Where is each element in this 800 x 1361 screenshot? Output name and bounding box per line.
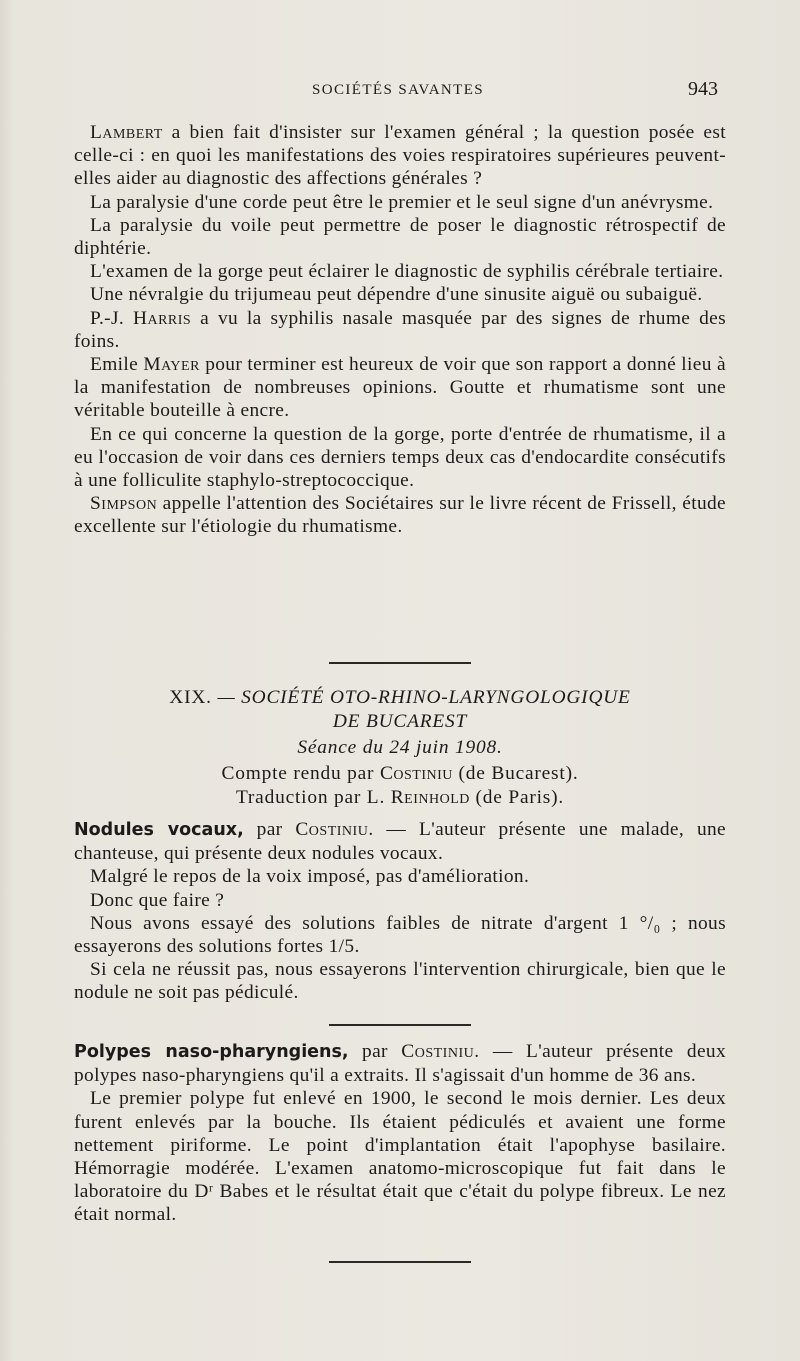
article-divider xyxy=(329,1024,471,1026)
paragraph: Donc que faire ? xyxy=(90,889,225,911)
paragraph: Emile Mayer pour terminer est heureux de voir que son rapport a donné lieu à la manifestation de nombreuses opinions. Goutte et rhumatisme sont une véritable bouteille à encre. xyxy=(74,354,727,422)
article-title: Polypes naso-pharyngiens, xyxy=(74,1042,349,1062)
section-title: XIX. — SOCIÉTÉ OTO-RHINO-LARYNGOLOGIQUE xyxy=(169,687,631,708)
running-head: SOCIÉTÉS SAVANTES xyxy=(312,82,485,98)
paragraph: P.-J. Harris a vu la syphilis nasale masquée par des signes de rhume des foins. xyxy=(74,307,726,352)
report-credit: Compte rendu par Costiniu (de Bucarest). xyxy=(221,763,579,784)
session-date: Séance du 24 juin 1908. xyxy=(297,737,503,758)
article-polypes xyxy=(74,1040,726,1227)
paragraph: Simpson appelle l'attention des Sociétaires sur le livre récent de Frissell, étude excellente sur l'étiologie du rhumatisme. xyxy=(74,493,726,538)
paragraph: Malgré le repos de la voix imposé, pas d'amélioration. xyxy=(90,866,530,888)
paragraph: Si cela ne réussit pas, nous essayerons l'intervention chirurgicale, bien que le nodule ne soit pas pédiculé. xyxy=(74,959,726,1004)
author-name: Costiniu xyxy=(295,819,369,840)
page-header xyxy=(0,78,800,104)
speaker-name: Mayer xyxy=(143,354,200,376)
paragraph: En ce qui concerne la question de la gorge, porte d'entrée de rhumatisme, il a eu l'occasion de voir dans ces derniers temps deux cas d'endocardite consécutifs à une folliculite staphylo-streptococcique. xyxy=(74,423,726,492)
section-divider xyxy=(329,662,471,664)
paragraph: L'examen de la gorge peut éclairer le diagnostic de syphilis cérébrale tertiaire. xyxy=(90,261,724,283)
article-title: Nodules vocaux, xyxy=(74,820,244,840)
paragraph: Polypes naso-pharyngiens, par Costiniu. — L'auteur présente deux polypes naso-pharyngiens qu'il a extraits. Il s'agissait d'un homme de 36 ans. xyxy=(74,1041,727,1087)
page-number: 943 xyxy=(688,78,718,100)
discussion-block xyxy=(74,121,726,539)
paragraph: Nous avons essayé des solutions faibles de nitrate d'argent 1 °/₀ ; nous essayerons des solutions fortes 1/5. xyxy=(74,912,726,958)
speaker-name: Harris xyxy=(132,307,192,329)
speaker-name: Lambert xyxy=(90,122,163,143)
paragraph: La paralysie d'une corde peut être le premier et le seul signe d'un anévrysme. xyxy=(90,191,714,213)
paragraph: La paralysie du voile peut permettre de poser le diagnostic rétrospectif de diphtérie. xyxy=(74,214,726,260)
section-heading xyxy=(74,686,726,810)
speaker-name: Simpson xyxy=(90,493,158,515)
translation-credit: Traduction par L. Reinhold (de Paris). xyxy=(235,787,565,808)
paragraph: Nodules vocaux, par Costiniu. — L'auteur présente une malade, une chanteuse, qui présente deux nodules vocaux. xyxy=(74,819,726,865)
paragraph: Le premier polype fut enlevé en 1900, le second le mois dernier. Les deux furent enlevés par la bouche. Ils étaient pédiculés et avaient une forme nettement piriforme. Le point d'implantation était l'apophyse basilaire. Hémorragie modérée. L'examen anatomo-microscopique fut fait dans le laboratoire du Dʳ Babes et le résultat était que c'était du polype fibreux. Le nez était normal. xyxy=(74,1088,726,1226)
section-title-line2: DE BUCAREST xyxy=(332,711,468,732)
author-name: Costiniu xyxy=(401,1041,475,1062)
paragraph: Une névralgie du trijumeau peut dépendre d'une sinusite aiguë ou subaiguë. xyxy=(90,284,703,306)
article-nodules xyxy=(74,818,726,1005)
end-divider xyxy=(329,1261,471,1263)
paragraph: Lambert a bien fait d'insister sur l'examen général ; la question posée est celle-ci : en quoi les manifestations des voies respiratoires supérieures peuvent-elles aider au diagnostic des affections générales ? xyxy=(74,122,727,190)
